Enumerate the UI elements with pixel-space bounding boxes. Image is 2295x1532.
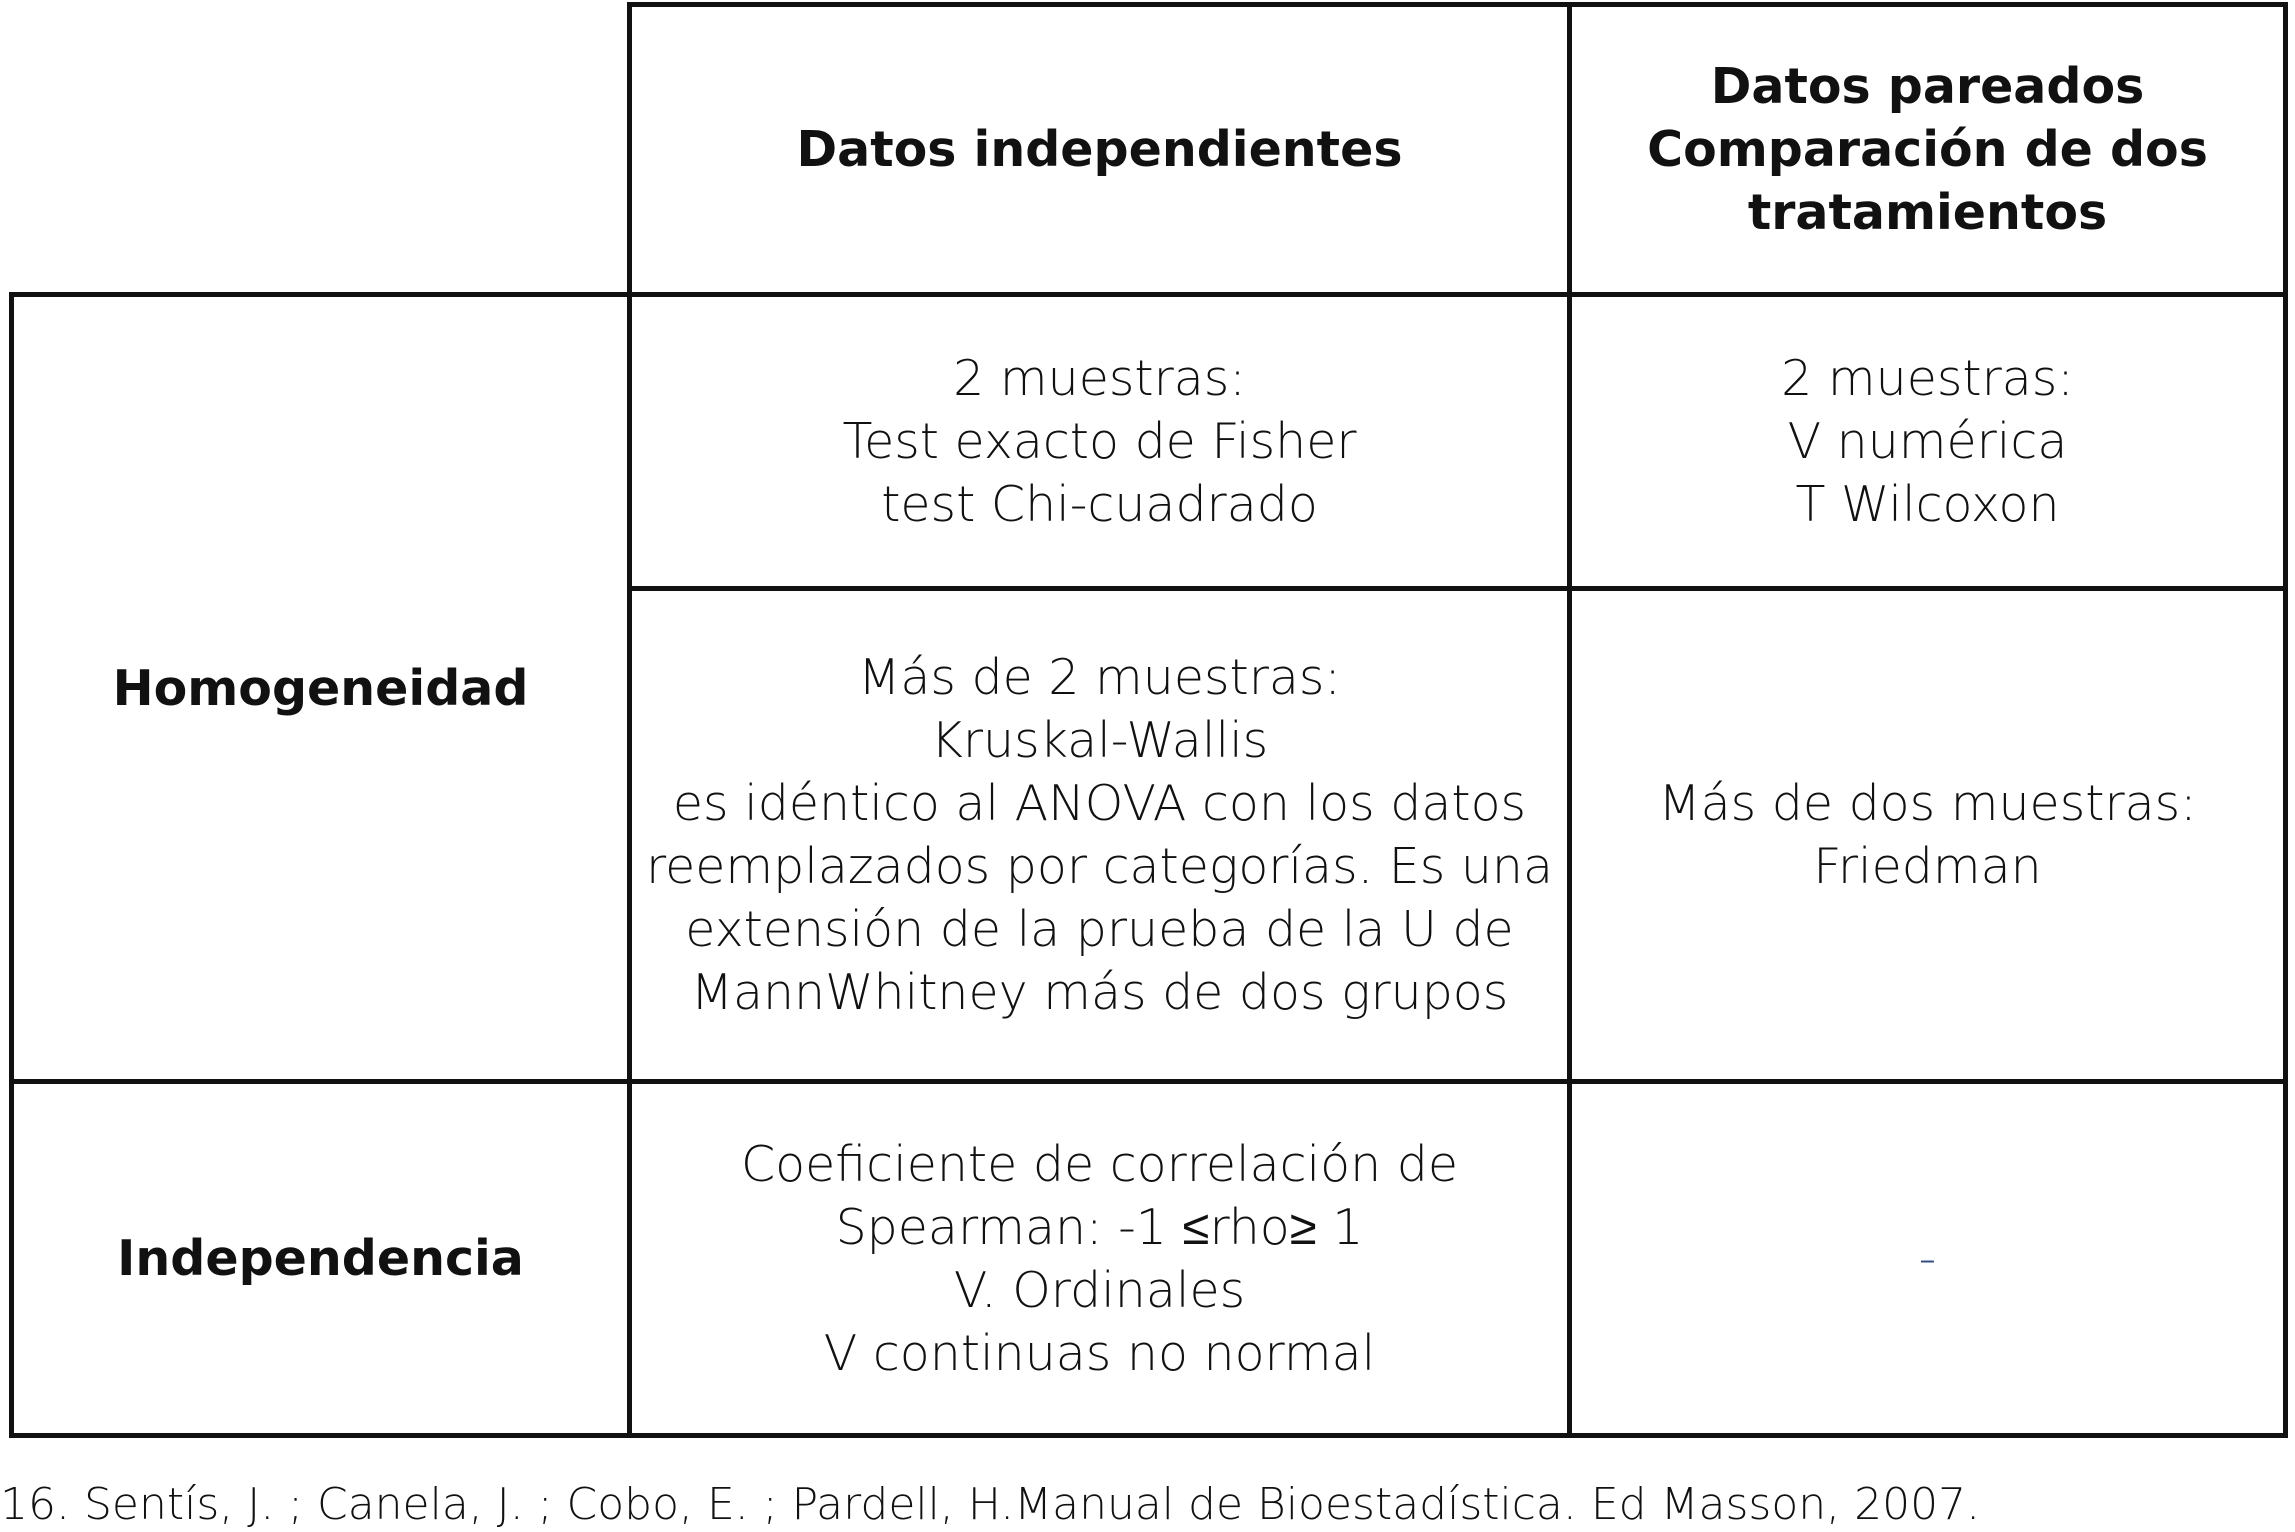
cell-line: T Wilcoxon: [1795, 476, 2060, 533]
cell-line: Spearman: -1 ≤rho≥ 1: [835, 1198, 1364, 1256]
cell-line: 2 muestras:: [953, 350, 1246, 407]
cell-line: test Chi-cuadrado: [881, 476, 1318, 533]
cell-line: V. Ordinales: [953, 1261, 1246, 1319]
cell-line: MannWhitney más de dos grupos: [690, 964, 1509, 1021]
header-col2-line: Datos pareados: [1710, 58, 2145, 115]
cell-line: Test exacto de Fisher: [842, 413, 1357, 470]
cell-homogeneidad-2-muestras-independientes: [632, 297, 1567, 586]
cell-homogeneidad-mas-muestras-independientes: [632, 591, 1567, 1079]
cell-line: reemplazados por categorías. Es una: [646, 838, 1553, 895]
cell-homogeneidad-2-muestras-pareados: [1572, 297, 2283, 586]
row-label-independencia: Independencia: [117, 1230, 524, 1287]
footnote-reference: 16. Sentís, J. ; Canela, J. ; Cobo, E. ; Pardell, H.Manual de Bioestadística. Ed Masson, 2007.: [0, 1479, 1981, 1530]
cell-line: Más de 2 muestras:: [858, 649, 1341, 706]
header-col2-line: tratamientos: [1747, 184, 2108, 241]
header-col1-line: Datos independientes: [796, 121, 1403, 178]
cell-line: es idéntico al ANOVA con los datos: [672, 775, 1527, 832]
cell-line: Coeficiente de correlación de: [740, 1135, 1459, 1193]
table-border-right: [2283, 2, 2288, 1438]
table-border-bottom: [9, 1433, 2288, 1438]
row-label-homogeneidad: Homogeneidad: [112, 659, 529, 717]
header-datos-independientes: [632, 7, 1567, 292]
empty-dash: -: [1918, 1230, 1937, 1287]
cell-line: Más de dos muestras:: [1658, 775, 2197, 832]
cell-homogeneidad-mas-muestras-pareados: [1572, 591, 2283, 1079]
cell-independencia-pareados: [1572, 1084, 2283, 1433]
cell-line: Kruskal-Wallis: [930, 712, 1269, 769]
cell-line: V continuas no normal: [823, 1324, 1376, 1382]
cell-line: V numérica: [1787, 413, 2068, 470]
cell-line: extensión de la prueba de la U de: [685, 901, 1514, 958]
cell-line: Friedman: [1813, 838, 2042, 895]
cell-line: 2 muestras:: [1781, 350, 2074, 407]
header-col2-line: Comparación de dos: [1647, 121, 2208, 178]
header-datos-pareados: [1572, 7, 2283, 292]
cell-independencia-independientes: [632, 1084, 1567, 1433]
